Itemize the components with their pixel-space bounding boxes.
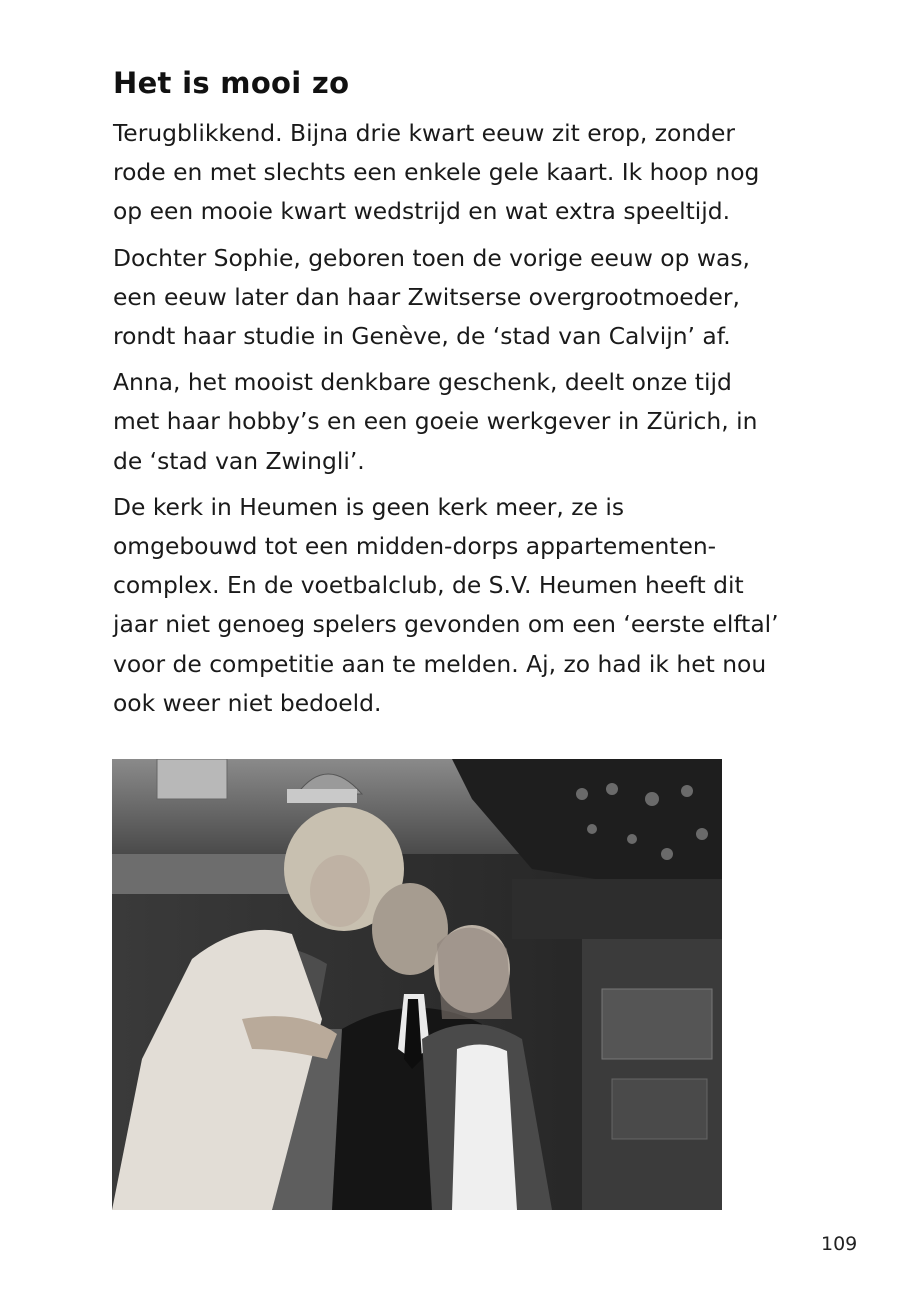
paragraph-4: De kerk in Heumen is geen kerk meer, ze is omgebouwd tot een midden-dorps appartementen- complex. En de voetbalclub, de S.V. Heumen heeft dit jaar niet genoeg spelers gevonden om een ‘eerste elftal’ voor de competitie aan te melden. Aj, zo had ik het nou ook weer niet bedoeld.: [113, 492, 779, 717]
page-number: 109: [821, 1233, 858, 1255]
cockpit-family-photo: [112, 759, 722, 1210]
paragraph-2: Dochter Sophie, geboren toen de vorige eeuw op was, een eeuw later dan haar Zwitserse overgrootmoeder, rondt haar studie in Genève, de ‘stad van Calvijn’ af.: [113, 243, 750, 351]
page-title: Het is mooi zo: [113, 66, 350, 100]
body-text: [113, 114, 873, 730]
paragraph-1: Terugblikkend. Bijna drie kwart eeuw zit erop, zonder rode en met slechts een enkele gele kaart. Ik hoop nog op een mooie kwart wedstrijd en wat extra speeltijd.: [113, 119, 760, 226]
paragraph-3: Anna, het mooist denkbare geschenk, deelt onze tijd met haar hobby’s en een goeie werkgever in Zürich, in de ‘stad van Zwingli’.: [113, 368, 758, 475]
